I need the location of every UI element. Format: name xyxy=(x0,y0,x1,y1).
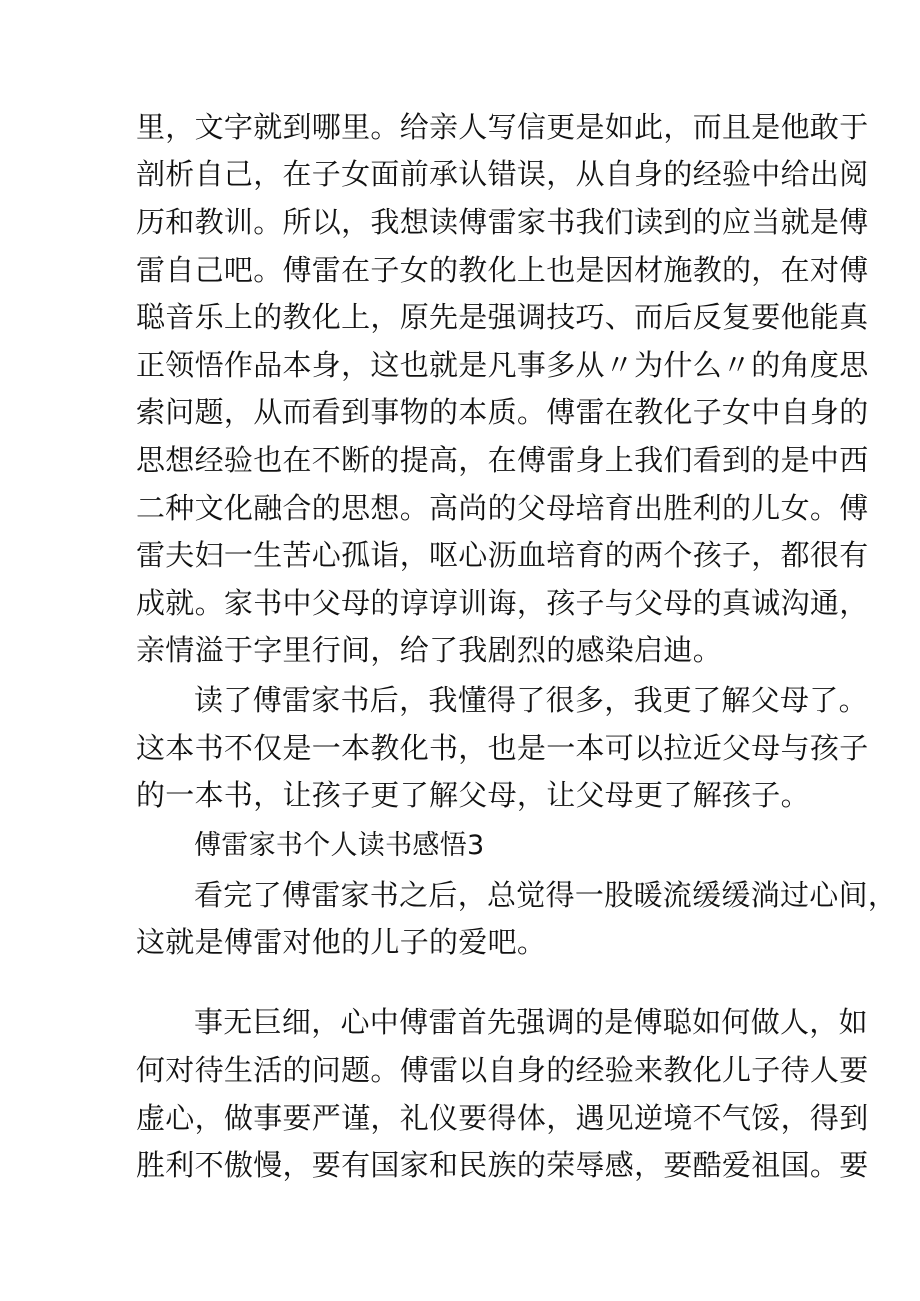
text-line: 看完了傅雷家书之后，总觉得一股暖流缓缓淌过心间， xyxy=(194,878,898,912)
text-line: 亲情溢于字里行间，给了我剧烈的感染启迪。 xyxy=(136,633,723,667)
text-line: 雷夫妇一生苦心孤诣，呕心沥血培育的两个孩子，都很有 xyxy=(136,538,869,572)
text-line: 里，文字就到哪里。给亲人写信更是如此，而且是他敢于 xyxy=(136,110,869,144)
text-line: 事无巨细，心中傅雷首先强调的是傅聪如何做人，如 xyxy=(194,1005,868,1039)
text-line: 历和教训。所以，我想读傅雷家书我们读到的应当就是傅 xyxy=(136,205,869,239)
text-line: 读了傅雷家书后，我懂得了很多，我更了解父母了。 xyxy=(194,683,868,717)
text-line: 二种文化融合的思想。高尚的父母培育出胜利的儿女。傅 xyxy=(136,491,869,525)
text-line: 雷自己吧。傅雷在子女的教化上也是因材施教的，在对傅 xyxy=(136,253,869,287)
text-line: 这就是傅雷对他的儿子的爱吧。 xyxy=(136,925,547,959)
text-line: 何对待生活的问题。傅雷以自身的经验来教化儿子待人要 xyxy=(136,1053,869,1087)
text-line: 虚心，做事要严谨，礼仪要得体，遇见逆境不气馁，得到 xyxy=(136,1101,869,1135)
text-line: 成就。家书中父母的谆谆训诲，孩子与父母的真诚沟通， xyxy=(136,586,869,620)
text-line: 剖析自己，在子女面前承认错误，从自身的经验中给出阅 xyxy=(136,157,869,191)
text-line: 聪音乐上的教化上，原先是强调技巧、而后反复要他能真 xyxy=(136,300,869,334)
text-line: 索问题，从而看到事物的本质。傅雷在教化子女中自身的 xyxy=(136,395,869,429)
text-line: 的一本书，让孩子更了解父母，让父母更了解孩子。 xyxy=(136,778,810,812)
text-line: 思想经验也在不断的提高，在傅雷身上我们看到的是中西 xyxy=(136,443,869,477)
section-heading: 傅雷家书个人读书感悟3 xyxy=(194,830,485,861)
text-line: 这本书不仅是一本教化书，也是一本可以拉近父母与孩子 xyxy=(136,731,869,765)
text-line: 正领悟作品本身，这也就是凡事多从〃为什么〃的角度思 xyxy=(136,348,869,382)
text-line: 胜利不傲慢，要有国家和民族的荣辱感，要酷爱祖国。要 xyxy=(136,1148,869,1182)
